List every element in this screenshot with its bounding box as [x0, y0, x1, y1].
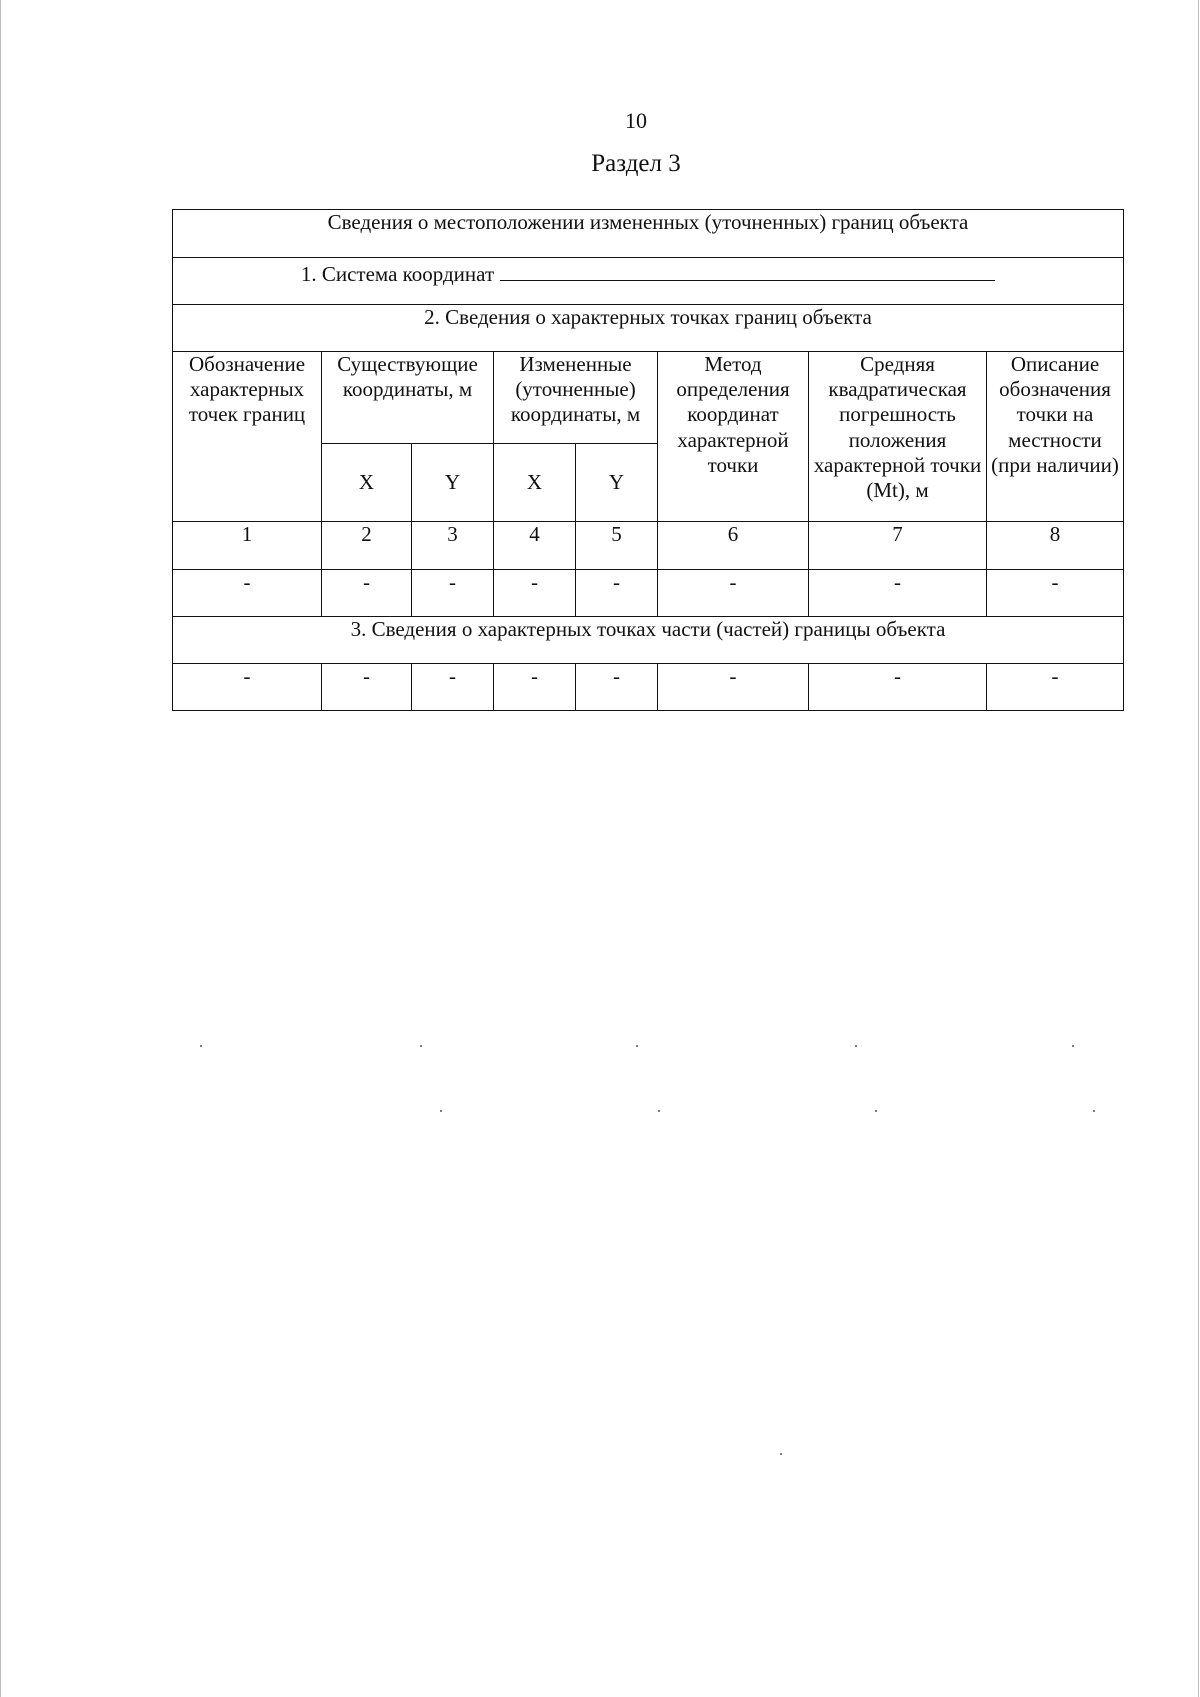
- column-number: 4: [494, 522, 576, 570]
- table-cell: -: [412, 570, 494, 617]
- table-cell: -: [412, 664, 494, 711]
- header-method: Метод определения координат характерной точки: [658, 352, 809, 522]
- table-cell: -: [576, 664, 658, 711]
- column-number: 6: [658, 522, 809, 570]
- table-cell: -: [658, 664, 809, 711]
- section-title: Раздел 3: [591, 150, 681, 177]
- table-cell: -: [322, 664, 412, 711]
- scan-speck: [855, 1045, 857, 1047]
- coord-system-label: 1. Система координат: [300, 262, 495, 286]
- table-cell: -: [173, 570, 322, 617]
- parts-title: 3. Сведения о характерных точках части (частей) границы объекта: [173, 617, 1124, 664]
- header-existing-y: Y: [412, 444, 494, 522]
- coord-system-blank: [500, 258, 995, 281]
- header-error: Средняя квадратическая погрешность положения характерной точки (Mt), м: [809, 352, 987, 522]
- points-data-row: [173, 570, 1124, 617]
- scan-edge-left: [0, 0, 1, 1697]
- table-cell: -: [658, 570, 809, 617]
- column-number: 3: [412, 522, 494, 570]
- scan-speck: [440, 1110, 442, 1112]
- scan-speck: [1072, 1045, 1074, 1047]
- header-point-designation: Обозначение характерных точек границ: [173, 352, 322, 522]
- header-changed-y: Y: [576, 444, 658, 522]
- scan-speck: [658, 1110, 660, 1112]
- table-cell: -: [494, 664, 576, 711]
- column-number: 2: [322, 522, 412, 570]
- table-banner: Сведения о местоположении измененных (уточненных) границ объекта: [173, 210, 1124, 258]
- table-cell: -: [809, 570, 987, 617]
- scan-speck: [1093, 1110, 1095, 1112]
- table-cell: -: [322, 570, 412, 617]
- coord-system-row: [173, 258, 1124, 305]
- boundary-table: [172, 209, 1124, 711]
- column-number: 1: [173, 522, 322, 570]
- header-existing-x: X: [322, 444, 412, 522]
- header-existing-coords: Существующие координаты, м: [322, 352, 494, 444]
- table-cell: -: [173, 664, 322, 711]
- points-title: 2. Сведения о характерных точках границ объекта: [173, 305, 1124, 352]
- table-cell: -: [809, 664, 987, 711]
- scan-speck: [875, 1110, 877, 1112]
- column-number: 8: [987, 522, 1124, 570]
- header-changed-coords: Измененные (уточненные) координаты, м: [494, 352, 658, 444]
- table-cell: -: [576, 570, 658, 617]
- column-number: 7: [809, 522, 987, 570]
- header-description: Описание обозначения точки на местности (при наличии): [987, 352, 1124, 522]
- table-cell: -: [987, 570, 1124, 617]
- parts-data-row: [173, 664, 1124, 711]
- scan-speck: [636, 1045, 638, 1047]
- scan-speck: [780, 1453, 782, 1455]
- page-number: 10: [625, 108, 647, 133]
- scan-speck: [200, 1045, 202, 1047]
- scan-speck: [420, 1045, 422, 1047]
- header-changed-x: X: [494, 444, 576, 522]
- table-cell: -: [987, 664, 1124, 711]
- column-number: 5: [576, 522, 658, 570]
- table-cell: -: [494, 570, 576, 617]
- scan-edge-right: [1198, 0, 1199, 1697]
